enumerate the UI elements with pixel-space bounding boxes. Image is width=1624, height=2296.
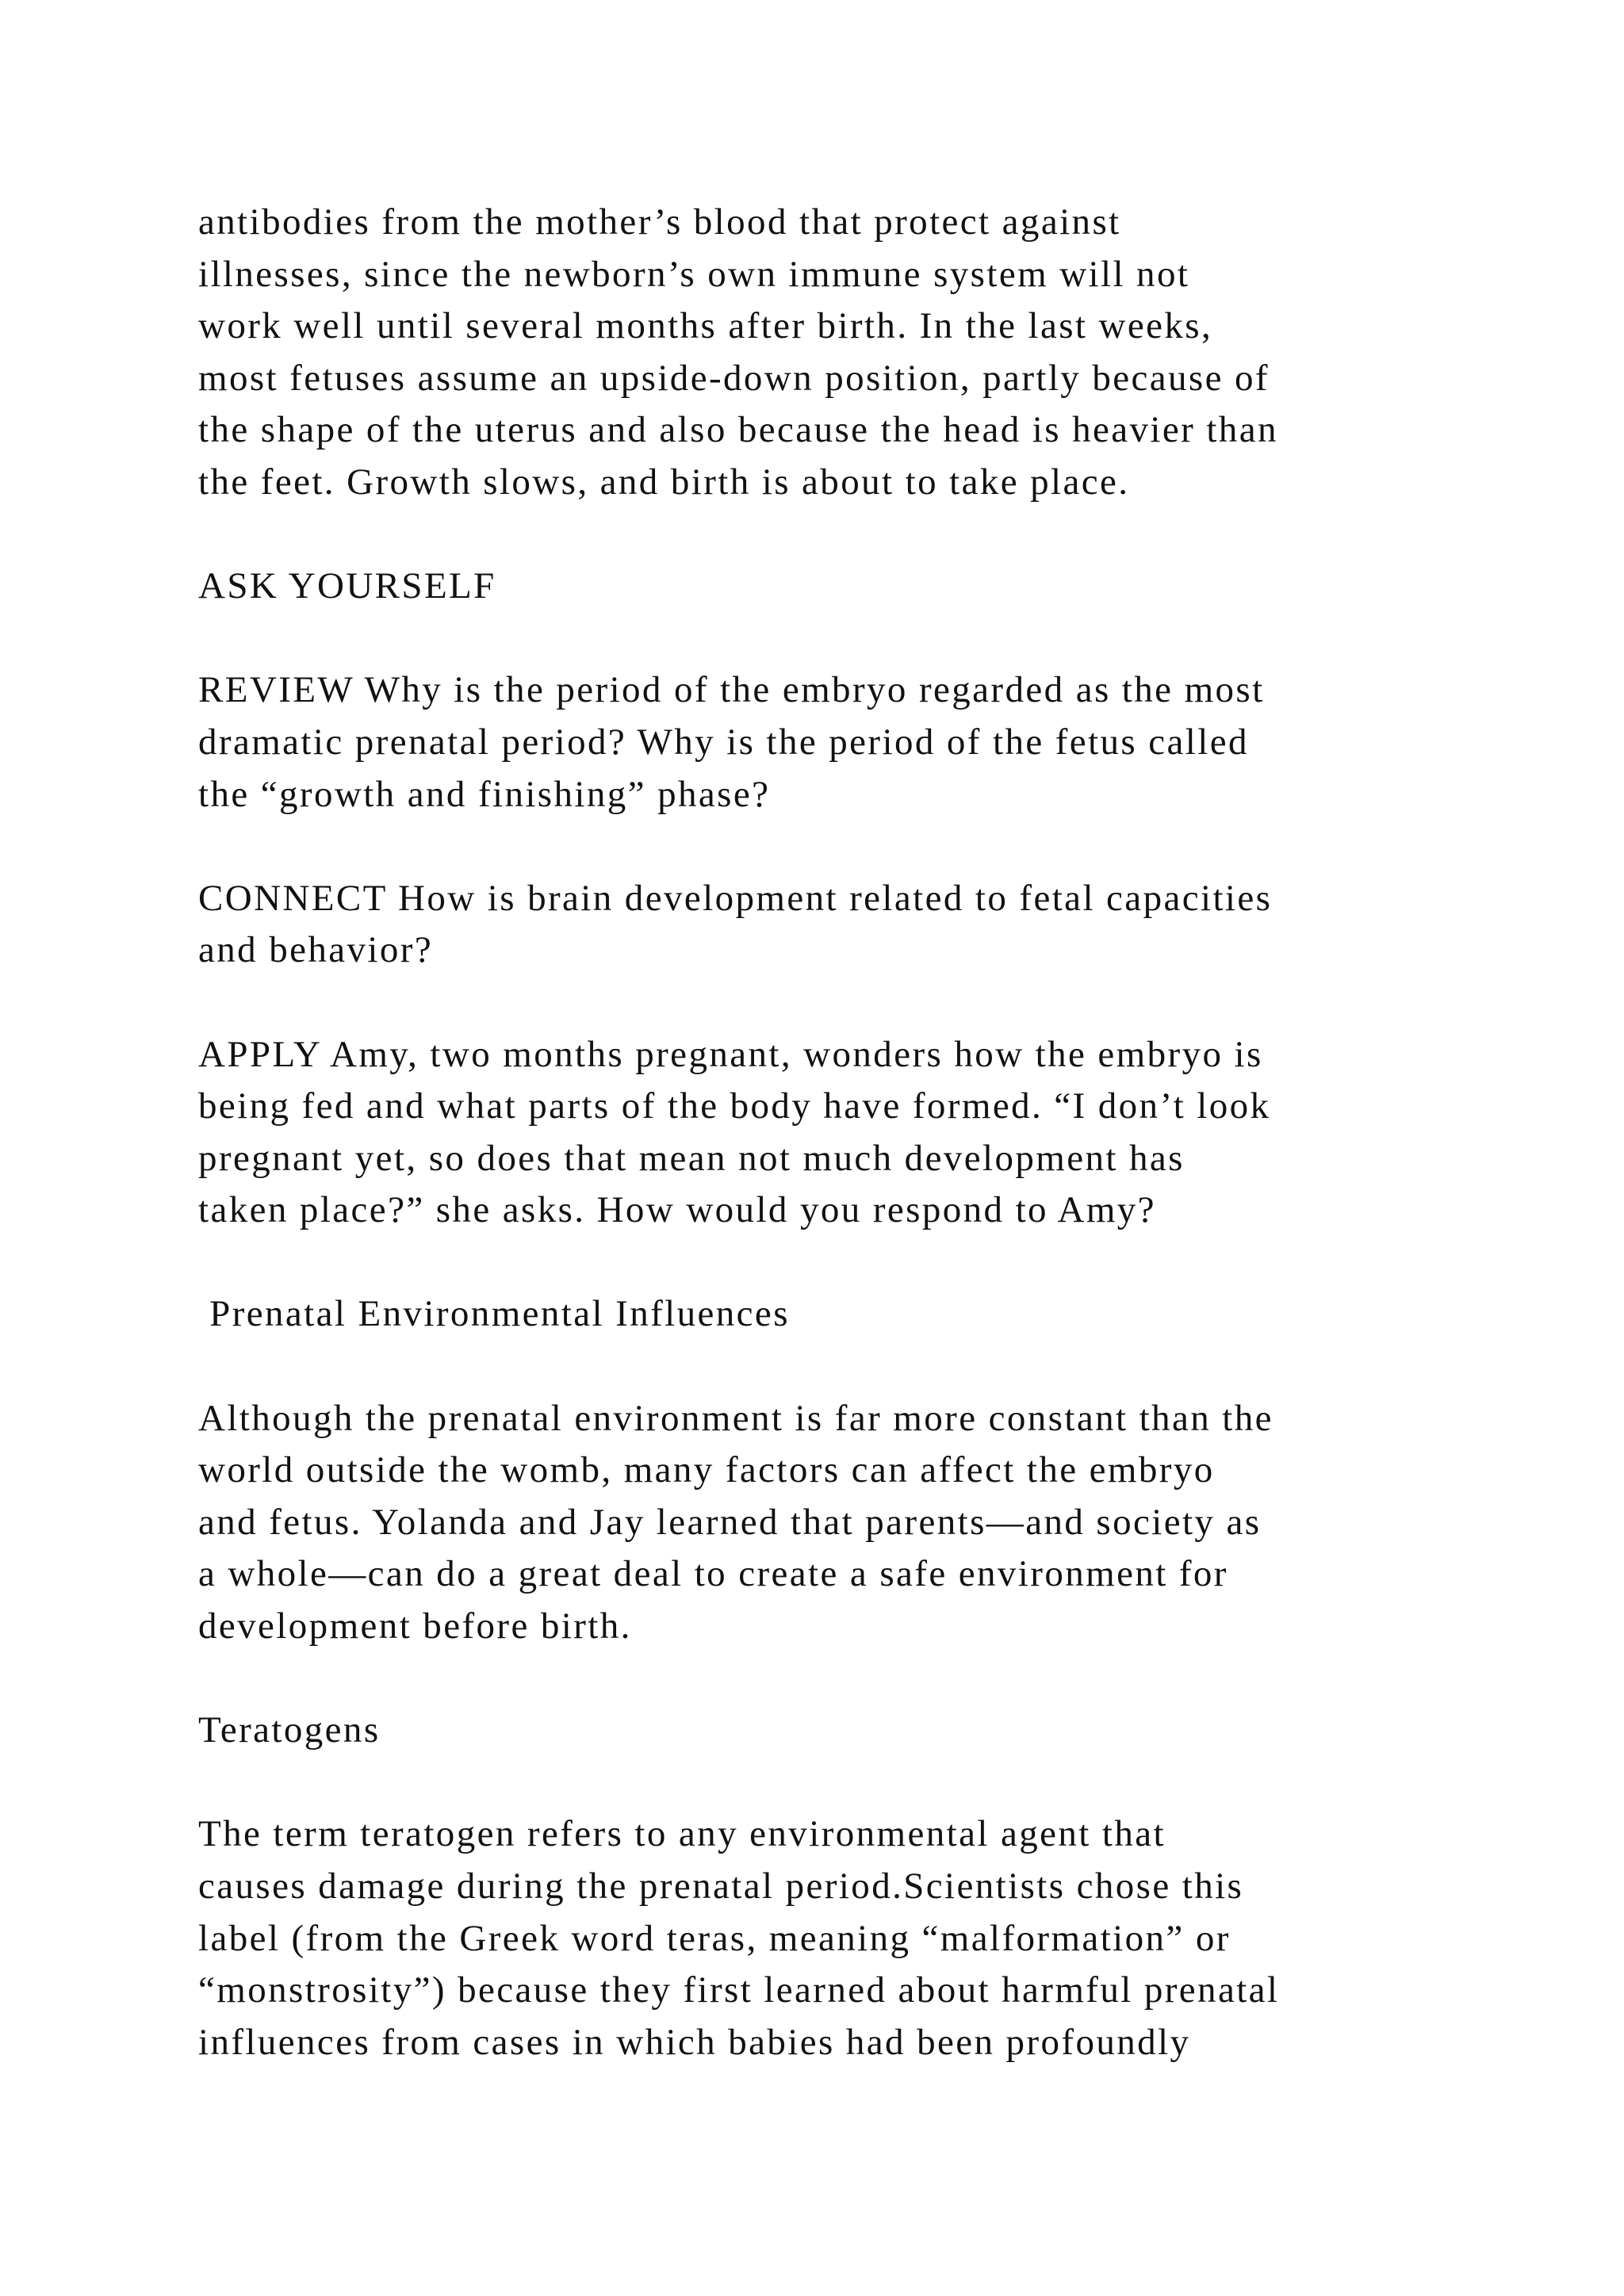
text-line: CONNECT How is brain development related to fetal capacities [198,877,1273,919]
text-line: “monstrosity”) because they first learned about harmful prenatal [198,1969,1280,2011]
paragraph-gap [198,1653,1435,1705]
heading-text: Prenatal Environmental Influences [198,1293,790,1335]
text-line: causes damage during the prenatal period.Scientists chose this [198,1866,1244,1907]
heading-text: ASK YOURSELF [198,565,496,607]
text-line: dramatic prenatal period? Why is the period of the fetus called [198,721,1249,763]
text-line: taken place?” she asks. How would you respond to Amy? [198,1189,1156,1231]
text-line: the “growth and finishing” phase? [198,773,771,815]
paragraph-gap [198,821,1435,873]
text-line: world outside the womb, many factors can affect the embryo [198,1449,1215,1491]
paragraph-review [198,664,1435,821]
section-heading-teratogens [198,1705,1435,1757]
section-heading-prenatal-environmental-influences [198,1288,1435,1341]
section-heading-ask-yourself [198,561,1435,613]
paragraph-gap [198,1341,1435,1393]
paragraph-teratogen [198,1808,1435,2068]
paragraph-environment [198,1393,1435,1653]
text-line: most fetuses assume an upside-down position, partly because of [198,357,1270,399]
paragraph-connect [198,873,1435,977]
text-line: pregnant yet, so does that mean not much development has [198,1137,1185,1179]
text-line: work well until several months after birth. In the last weeks, [198,305,1213,347]
paragraph-gap [198,977,1435,1029]
paragraph-gap [198,1757,1435,1809]
text-line: REVIEW Why is the period of the embryo regarded as the most [198,669,1265,711]
heading-text: Teratogens [198,1709,381,1751]
text-line: a whole—can do a great deal to create a safe environment for [198,1553,1228,1595]
paragraph-gap [198,509,1435,561]
paragraph-apply [198,1029,1435,1237]
text-line: The term teratogen refers to any environmental agent that [198,1813,1166,1855]
paragraph-gap [198,613,1435,665]
paragraph-gap [198,1237,1435,1289]
text-line: influences from cases in which babies had been profoundly [198,2021,1191,2063]
text-line: antibodies from the mother’s blood that protect against [198,201,1121,243]
text-line: and behavior? [198,929,434,971]
text-line: APPLY Amy, two months pregnant, wonders how the embryo is [198,1033,1263,1075]
text-line: the feet. Growth slows, and birth is about to take place. [198,461,1130,503]
text-body [198,197,1435,2068]
text-line: the shape of the uterus and also because the head is heavier than [198,409,1278,451]
text-line: development before birth. [198,1605,632,1647]
paragraph-intro [198,197,1435,509]
text-line: Although the prenatal environment is far more constant than the [198,1397,1274,1439]
text-line: and fetus. Yolanda and Jay learned that parents—and society as [198,1501,1262,1543]
text-line: illnesses, since the newborn’s own immune system will not [198,253,1190,295]
text-line: label (from the Greek word teras, meaning “malformation” or [198,1917,1231,1959]
text-line: being fed and what parts of the body have formed. “I don’t look [198,1085,1271,1127]
